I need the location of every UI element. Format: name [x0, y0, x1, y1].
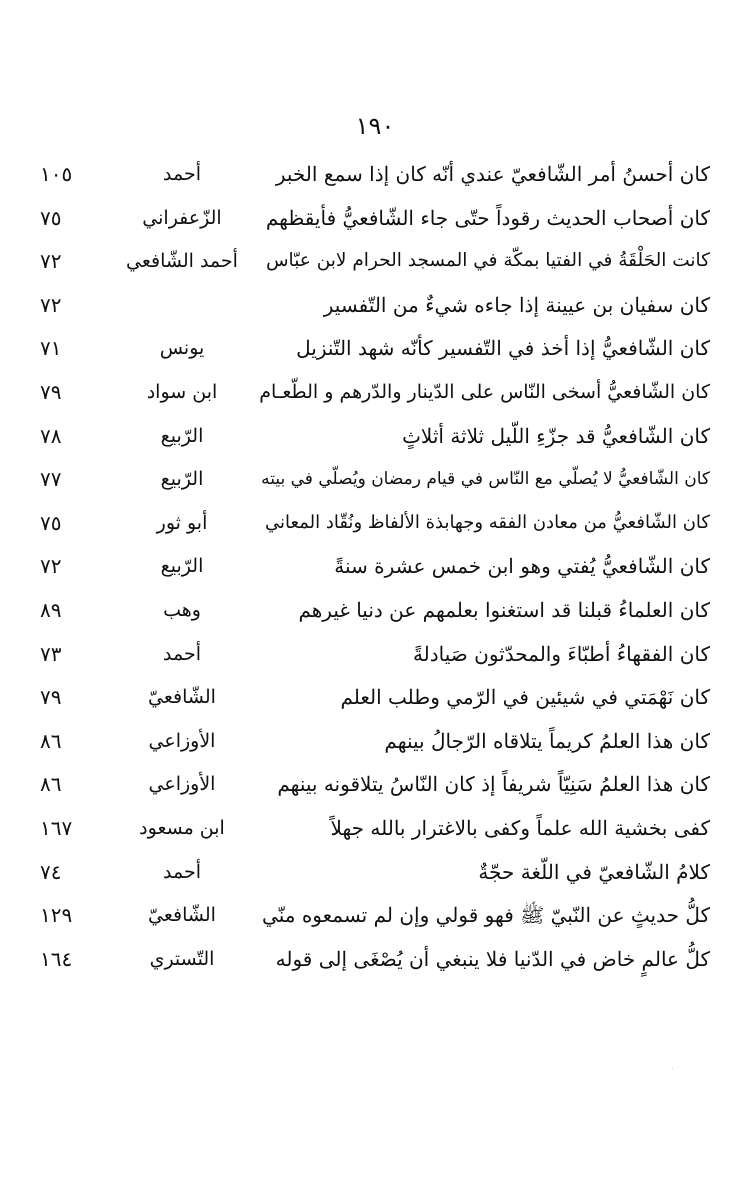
reference-page: ٧٣ [40, 641, 62, 666]
narrator-name: الشّافعيّ [148, 686, 216, 709]
quote-text: كان الشّافعيُّ يُفتي وهو ابن خمس عشرة سنةً [334, 554, 710, 579]
quote-text: كان الشّافعيُّ من معادن الفقه وجهابذة الألفاظ ونُقّاد المعاني [265, 511, 710, 533]
narrator-name: أحمد [163, 860, 201, 883]
quote-text: كان هذا العلمُ كريماً يتلاقاه الرّجالُ بينهم [384, 728, 710, 753]
quote-text: كلُّ عالمٍ خاض في الدّنيا فلا ينبغي أن يُصْغَى إلى قوله [275, 946, 710, 971]
quote-text: كان الفقهاءُ أطبّاءَ والمحدّثون صَيادلةً [412, 641, 710, 666]
list-item [40, 239, 710, 283]
quote-text: كان نَهْمَتي في شيئين في الرّمي وطلب العلم [340, 685, 710, 710]
reference-page: ٧٩ [40, 685, 62, 710]
quote-text: كان هذا العلمُ سَنِيّاً شريفاً إذ كان النّاسُ يتلاقونه بينهم [277, 772, 710, 797]
narrator-name: ابن سواد [146, 380, 218, 403]
list-item [40, 544, 710, 588]
quote-text: كان أصحاب الحديث رقوداً حتّى جاء الشّافعيُّ فأيقظهم [265, 205, 710, 230]
narrator-name: الرّبيع [160, 468, 204, 491]
narrator-name: ابن مسعود [139, 816, 225, 839]
narrator-name: التّستري [149, 947, 215, 970]
reference-page: ٧٥ [40, 510, 62, 535]
reference-page: ٧٩ [40, 379, 62, 404]
quote-text: كان العلماءُ قبلنا قد استغنوا بعلمهم عن دنيا غيرهم [298, 597, 710, 622]
narrator-name: أحمد [163, 163, 201, 185]
list-item [40, 196, 710, 240]
reference-page: ٧٥ [40, 205, 62, 230]
list-item [40, 457, 710, 501]
quote-text: كان الشّافعيُّ لا يُصلّي مع النّاس في قيام رمضان ويُصلّي في بيته [261, 469, 710, 490]
quote-text: كلُّ حديثٍ عن النّبيّ ﷺ فهو قولي وإن لم تسمعوه منّي [262, 903, 710, 928]
list-item [40, 806, 710, 850]
reference-page: ١٠٥ [40, 162, 73, 186]
page-speck [672, 1068, 673, 1069]
quote-index-list [40, 152, 710, 980]
reference-page: ٧٢ [40, 249, 62, 274]
reference-page: ١٦٤ [40, 946, 73, 971]
narrator-name: أبو ثور [156, 511, 208, 534]
list-item [40, 719, 710, 763]
list-item [40, 632, 710, 676]
reference-page: ١٢٩ [40, 903, 73, 928]
list-item [40, 850, 710, 894]
narrator-name: الأوزاعي [148, 773, 216, 796]
reference-page: ٨٩ [40, 597, 62, 622]
list-item [40, 501, 710, 545]
page-number: ١٩٠ [355, 112, 395, 140]
list-item [40, 283, 710, 327]
narrator-name: الأوزاعي [148, 729, 216, 752]
narrator-name: الزّعفراني [142, 206, 222, 229]
narrator-name: الرّبيع [160, 424, 204, 447]
narrator-name: وهب [163, 598, 201, 621]
narrator-name: يونس [159, 337, 205, 360]
list-item [40, 675, 710, 719]
list-item [40, 152, 710, 196]
reference-page: ٧٧ [40, 467, 62, 492]
list-item [40, 588, 710, 632]
reference-page: ٧٢ [40, 554, 62, 579]
narrator-name: أحمد [163, 642, 201, 665]
reference-page: ١٦٧ [40, 815, 73, 840]
list-item [40, 937, 710, 981]
reference-page: ٧٢ [40, 292, 62, 317]
quote-text: كان سفيان بن عيينة إذا جاءه شيءٌ من التّفسير [323, 292, 710, 317]
list-item [40, 762, 710, 806]
reference-page: ٨٦ [40, 772, 62, 797]
reference-page: ٧٤ [40, 859, 62, 884]
quote-text: كان الشّافعيُّ قد جزّءِ اللّيل ثلاثة أثلاثٍ [402, 423, 710, 448]
reference-page: ٧٨ [40, 423, 62, 448]
narrator-name: الشّافعيّ [148, 904, 216, 927]
quote-text: كان الشّافعيُّ أسخى النّاس على الدّينار والدّرهم و الطّعـام [259, 380, 710, 403]
list-item [40, 326, 710, 370]
narrator-name: أحمد الشّافعي [126, 250, 238, 273]
quote-text: كانت الحَلْقَةُ في الفتيا بمكّة في المسجد الحرام لابن عبّاس [265, 250, 710, 272]
quote-text: كان أحسنُ أمر الشّافعيّ عندي أنّه كان إذا سمع الخبر [275, 162, 710, 186]
quote-text: كان الشّافعيُّ إذا أخذ في التّفسير كأنّه شهد التّنزيل [296, 336, 710, 361]
list-item [40, 414, 710, 458]
list-item [40, 893, 710, 937]
reference-page: ٨٦ [40, 728, 62, 753]
quote-text: كفى بخشية الله علماً وكفى بالاغترار بالله جهلاً [330, 815, 710, 840]
reference-page: ٧١ [40, 336, 62, 361]
list-item [40, 370, 710, 414]
quote-text: كلامُ الشّافعيّ في اللّغة حجّةٌ [478, 859, 710, 884]
narrator-name: الرّبيع [160, 555, 204, 578]
